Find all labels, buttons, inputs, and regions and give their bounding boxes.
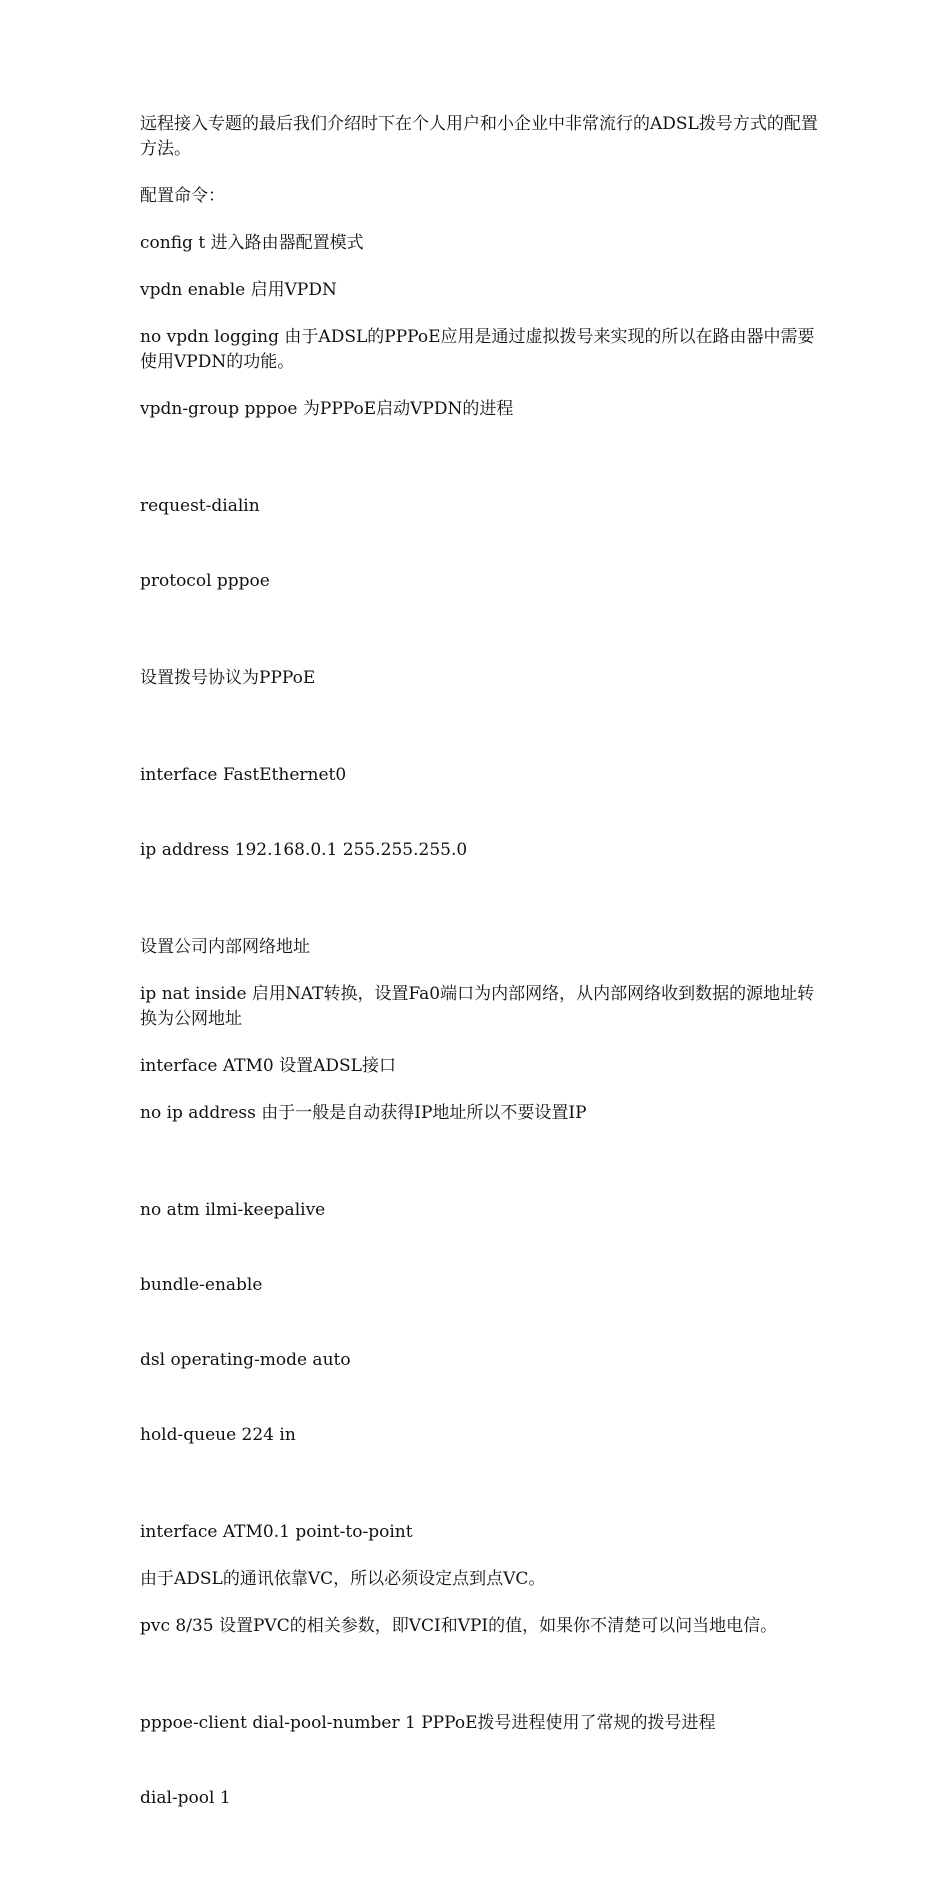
- pvc-paragraph: pvc 8/35 设置PVC的相关参数，即VCI和VPI的值，如果你不清楚可以问当地电信。: [140, 1616, 778, 1636]
- fastethernet-code-block: [140, 713, 820, 913]
- code-line: hold-queue 224 in: [140, 1425, 296, 1445]
- no-ip-address-line: no ip address 由于一般是自动获得IP地址所以不要设置IP: [140, 1103, 587, 1123]
- code-line: bundle-enable: [140, 1275, 263, 1295]
- vpdn-group-line: vpdn-group pppoe 为PPPoE启动VPDN的进程: [140, 399, 514, 419]
- subinterface-line: interface ATM0.1 point-to-point: [140, 1522, 413, 1542]
- atm-interface-line: interface ATM0 设置ADSL接口: [140, 1056, 396, 1076]
- intro-paragraph: 远程接入专题的最后我们介绍时下在个人用户和小企业中非常流行的ADSL拨号方式的配置方法。: [140, 114, 818, 159]
- vpdn-enable-line: vpdn enable 启用VPDN: [140, 280, 337, 300]
- code-line: pppoe-client dial-pool-number 1 PPPoE拨号进程使用了常规的拨号进程: [140, 1713, 716, 1733]
- code-line: protocol pppoe: [140, 571, 270, 591]
- code-line: interface FastEthernet0: [140, 765, 347, 785]
- code-line: dsl operating-mode auto: [140, 1350, 351, 1370]
- atm-settings-code-block: [140, 1148, 820, 1498]
- document-body: [140, 112, 820, 1883]
- config-heading: 配置命令：: [140, 186, 225, 206]
- vpdn-logging-paragraph: no vpdn logging 由于ADSL的PPPoE应用是通过虚拟拨号来实现的所以在路由器中需要使用VPDN的功能。: [140, 327, 815, 372]
- dialin-code-block: [140, 444, 820, 644]
- nat-inside-paragraph: ip nat inside 启用NAT转换，设置Fa0端口为内部网络，从内部网络收到数据的源地址转换为公网地址: [140, 984, 815, 1029]
- vc-note: 由于ADSL的通讯依靠VC，所以必须设定点到点VC。: [140, 1569, 546, 1589]
- config-t-line: config t 进入路由器配置模式: [140, 233, 364, 253]
- code-line: dial-pool 1: [140, 1788, 231, 1808]
- dial-protocol-note: 设置拨号协议为PPPoE: [140, 668, 316, 688]
- internal-network-note: 设置公司内部网络地址: [140, 937, 310, 957]
- code-line: ip address 192.168.0.1 255.255.255.0: [140, 840, 468, 860]
- code-line: no atm ilmi-keepalive: [140, 1200, 326, 1220]
- code-line: request-dialin: [140, 496, 260, 516]
- dial-pool-code-block: [140, 1661, 820, 1861]
